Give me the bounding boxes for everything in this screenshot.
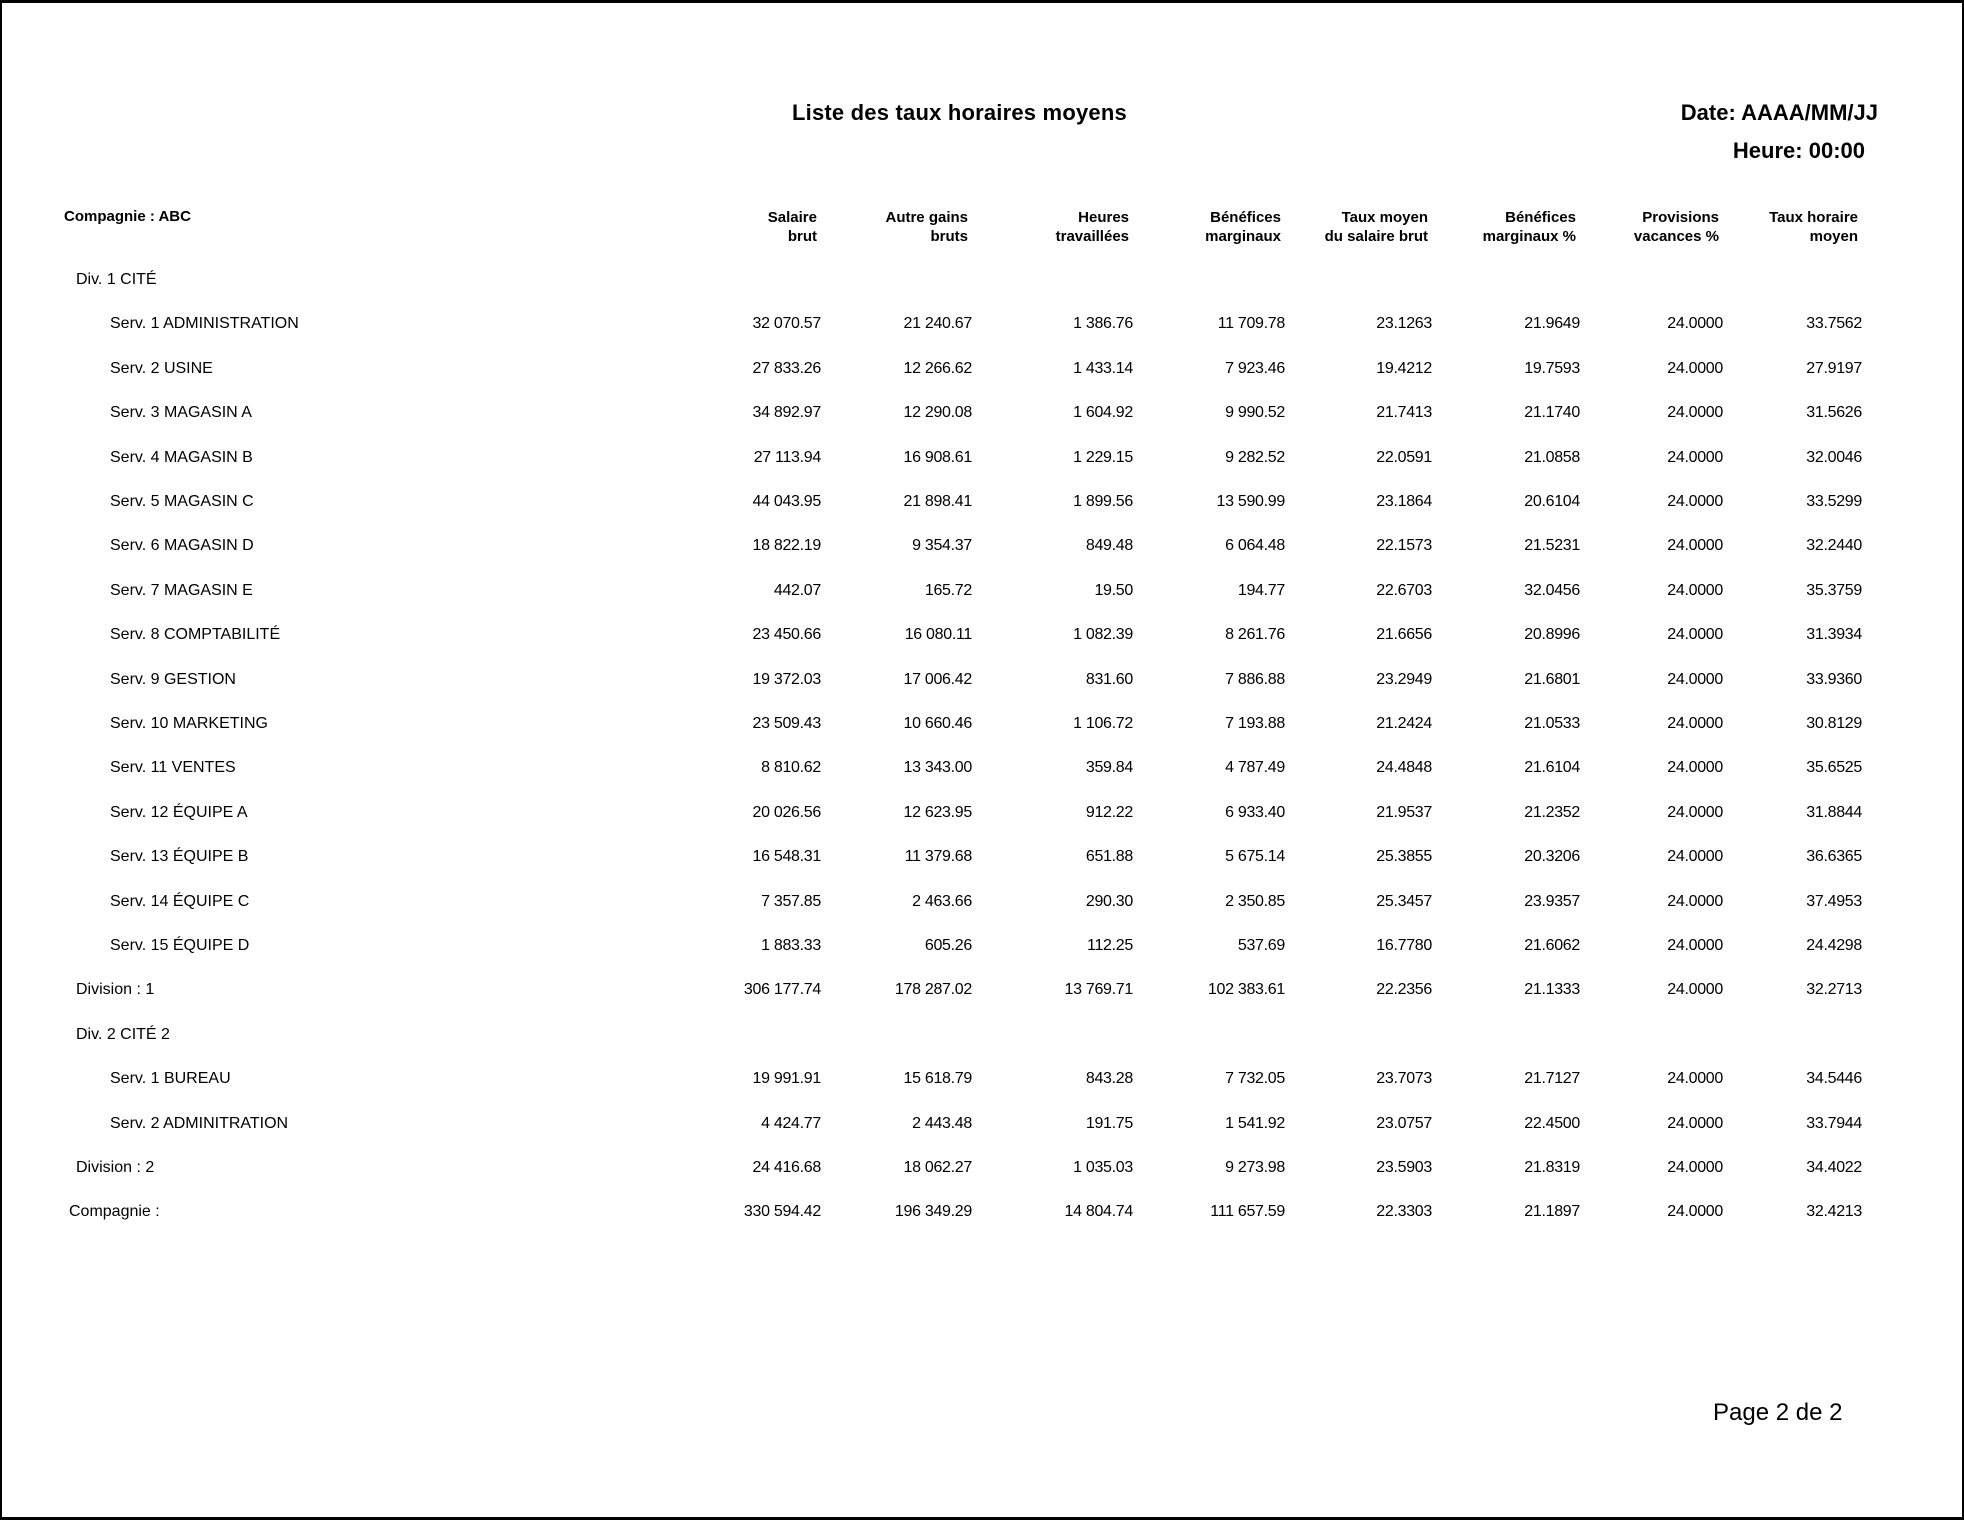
- cell-provisions-vacances-pct: 24.0000: [1667, 671, 1723, 688]
- row-label: Serv. 13 ÉQUIPE B: [110, 848, 249, 865]
- cell-taux-moyen-salaire-brut: 21.9537: [1376, 804, 1432, 821]
- cell-salaire-brut: 23 450.66: [752, 626, 821, 643]
- cell-benefices-marginaux: 13 590.99: [1216, 493, 1285, 510]
- cell-benefices-marginaux: 5 675.14: [1225, 848, 1285, 865]
- cell-taux-horaire-moyen: 32.2713: [1806, 981, 1862, 998]
- row-label: Serv. 5 MAGASIN C: [110, 493, 254, 510]
- column-header-line2: du salaire brut: [1324, 228, 1428, 245]
- column-header-autre-gains-bruts: [885, 208, 968, 246]
- cell-benefices-marginaux-pct: 21.0533: [1524, 715, 1580, 732]
- company-header: Compagnie : ABC: [64, 208, 191, 225]
- row-label: Serv. 1 BUREAU: [110, 1070, 231, 1087]
- cell-autre-gains-bruts: 16 908.61: [903, 449, 972, 466]
- cell-benefices-marginaux-pct: 22.4500: [1524, 1115, 1580, 1132]
- column-header-benefices-marginaux-pct: [1483, 208, 1576, 246]
- division-header-row: [2, 268, 1964, 292]
- cell-taux-horaire-moyen: 36.6365: [1806, 848, 1862, 865]
- row-label: Serv. 3 MAGASIN A: [110, 404, 252, 421]
- service-row: [2, 845, 1964, 869]
- column-header-taux-moyen-salaire-brut: [1325, 208, 1428, 246]
- cell-salaire-brut: 23 509.43: [752, 715, 821, 732]
- cell-heures-travaillees: 1 106.72: [1073, 715, 1133, 732]
- cell-provisions-vacances-pct: 24.0000: [1667, 1203, 1723, 1220]
- cell-taux-moyen-salaire-brut: 21.6656: [1376, 626, 1432, 643]
- cell-provisions-vacances-pct: 24.0000: [1667, 981, 1723, 998]
- cell-autre-gains-bruts: 21 898.41: [903, 493, 972, 510]
- cell-salaire-brut: 7 357.85: [761, 893, 821, 910]
- cell-taux-moyen-salaire-brut: 23.1864: [1376, 493, 1432, 510]
- column-header-line2: marginaux %: [1482, 228, 1576, 245]
- service-row: [2, 934, 1964, 958]
- cell-benefices-marginaux-pct: 21.5231: [1524, 537, 1580, 554]
- cell-provisions-vacances-pct: 24.0000: [1667, 893, 1723, 910]
- cell-provisions-vacances-pct: 24.0000: [1667, 1115, 1723, 1132]
- row-label: Division : 1: [76, 981, 155, 998]
- cell-heures-travaillees: 849.48: [1085, 537, 1133, 554]
- column-header-line2: moyen: [1809, 228, 1858, 245]
- column-header-benefices-marginaux: [1205, 208, 1281, 246]
- cell-benefices-marginaux-pct: 21.1740: [1524, 404, 1580, 421]
- cell-heures-travaillees: 1 604.92: [1073, 404, 1133, 421]
- cell-taux-horaire-moyen: 30.8129: [1806, 715, 1862, 732]
- cell-benefices-marginaux: 194.77: [1237, 582, 1285, 599]
- column-header-line2: travaillées: [1055, 228, 1129, 245]
- cell-taux-horaire-moyen: 31.8844: [1806, 804, 1862, 821]
- division-total-row: [2, 1156, 1964, 1180]
- column-header-line1: Bénéfices: [1210, 209, 1281, 226]
- report-date: Date: AAAA/MM/JJ: [1680, 100, 1878, 125]
- column-header-line1: Autre gains: [885, 209, 968, 226]
- cell-taux-horaire-moyen: 32.0046: [1806, 449, 1862, 466]
- column-header-line2: marginaux: [1205, 228, 1281, 245]
- service-row: [2, 579, 1964, 603]
- cell-provisions-vacances-pct: 24.0000: [1667, 715, 1723, 732]
- service-row: [2, 446, 1964, 470]
- cell-autre-gains-bruts: 9 354.37: [912, 537, 972, 554]
- company-total-row: [2, 1200, 1964, 1224]
- cell-taux-horaire-moyen: 33.7944: [1806, 1115, 1862, 1132]
- column-header-line1: Heures: [1078, 209, 1129, 226]
- cell-provisions-vacances-pct: 24.0000: [1667, 493, 1723, 510]
- cell-salaire-brut: 442.07: [773, 582, 821, 599]
- cell-taux-horaire-moyen: 33.7562: [1806, 315, 1862, 332]
- cell-salaire-brut: 34 892.97: [752, 404, 821, 421]
- row-label: Serv. 11 VENTES: [110, 759, 236, 776]
- row-label: Serv. 8 COMPTABILITÉ: [110, 626, 281, 643]
- cell-salaire-brut: 27 833.26: [752, 360, 821, 377]
- row-label: Div. 1 CITÉ: [76, 271, 157, 288]
- cell-heures-travaillees: 1 433.14: [1073, 360, 1133, 377]
- cell-provisions-vacances-pct: 24.0000: [1667, 804, 1723, 821]
- cell-benefices-marginaux-pct: 21.0858: [1524, 449, 1580, 466]
- cell-autre-gains-bruts: 21 240.67: [903, 315, 972, 332]
- cell-provisions-vacances-pct: 24.0000: [1667, 315, 1723, 332]
- cell-taux-horaire-moyen: 24.4298: [1806, 937, 1862, 954]
- cell-provisions-vacances-pct: 24.0000: [1667, 449, 1723, 466]
- cell-heures-travaillees: 112.25: [1087, 937, 1133, 954]
- row-label: Serv. 2 ADMINITRATION: [110, 1115, 289, 1132]
- cell-heures-travaillees: 831.60: [1085, 671, 1133, 688]
- cell-provisions-vacances-pct: 24.0000: [1667, 404, 1723, 421]
- row-label: Compagnie :: [69, 1203, 160, 1220]
- cell-heures-travaillees: 1 229.15: [1073, 449, 1133, 466]
- cell-benefices-marginaux-pct: 21.8319: [1524, 1159, 1580, 1176]
- cell-heures-travaillees: 13 769.71: [1064, 981, 1133, 998]
- cell-benefices-marginaux-pct: 21.6062: [1524, 937, 1580, 954]
- cell-salaire-brut: 44 043.95: [752, 493, 821, 510]
- cell-taux-horaire-moyen: 31.3934: [1806, 626, 1862, 643]
- service-row: [2, 623, 1964, 647]
- cell-salaire-brut: 20 026.56: [752, 804, 821, 821]
- cell-taux-moyen-salaire-brut: 23.1263: [1376, 315, 1432, 332]
- cell-taux-moyen-salaire-brut: 22.6703: [1376, 582, 1432, 599]
- cell-taux-horaire-moyen: 27.9197: [1806, 360, 1862, 377]
- cell-benefices-marginaux: 9 990.52: [1225, 404, 1285, 421]
- row-label: Serv. 9 GESTION: [110, 671, 236, 688]
- cell-heures-travaillees: 1 035.03: [1073, 1159, 1133, 1176]
- cell-taux-horaire-moyen: 32.2440: [1806, 537, 1862, 554]
- division-total-row: [2, 978, 1964, 1002]
- cell-autre-gains-bruts: 12 290.08: [903, 404, 972, 421]
- cell-benefices-marginaux-pct: 20.6104: [1524, 493, 1580, 510]
- cell-benefices-marginaux-pct: 21.7127: [1524, 1070, 1580, 1087]
- cell-taux-horaire-moyen: 34.5446: [1806, 1070, 1862, 1087]
- service-row: [2, 1112, 1964, 1136]
- cell-provisions-vacances-pct: 24.0000: [1667, 937, 1723, 954]
- service-row: [2, 312, 1964, 336]
- cell-autre-gains-bruts: 16 080.11: [904, 626, 972, 643]
- service-row: [2, 668, 1964, 692]
- cell-benefices-marginaux-pct: 19.7593: [1524, 360, 1580, 377]
- cell-taux-moyen-salaire-brut: 22.2356: [1376, 981, 1432, 998]
- cell-taux-horaire-moyen: 33.5299: [1806, 493, 1862, 510]
- column-header-line1: Salaire: [767, 209, 817, 226]
- cell-taux-horaire-moyen: 37.4953: [1806, 893, 1862, 910]
- column-header-line2: brut: [787, 228, 817, 245]
- column-header-line1: Taux horaire: [1769, 209, 1858, 226]
- cell-provisions-vacances-pct: 24.0000: [1667, 1070, 1723, 1087]
- report-time: Heure: 00:00: [1732, 138, 1865, 163]
- column-header-taux-horaire-moyen: [1769, 208, 1858, 246]
- cell-provisions-vacances-pct: 24.0000: [1667, 1159, 1723, 1176]
- cell-benefices-marginaux-pct: 21.6801: [1524, 671, 1580, 688]
- cell-autre-gains-bruts: 196 349.29: [894, 1203, 972, 1220]
- cell-heures-travaillees: 1 082.39: [1073, 626, 1133, 643]
- cell-autre-gains-bruts: 15 618.79: [903, 1070, 972, 1087]
- row-label: Serv. 2 USINE: [110, 360, 213, 377]
- column-header-salaire-brut: [768, 208, 817, 246]
- cell-benefices-marginaux-pct: 21.2352: [1524, 804, 1580, 821]
- cell-taux-moyen-salaire-brut: 24.4848: [1376, 759, 1432, 776]
- cell-taux-moyen-salaire-brut: 16.7780: [1376, 937, 1432, 954]
- row-label: Serv. 7 MAGASIN E: [110, 582, 253, 599]
- column-header-line1: Bénéfices: [1505, 209, 1576, 226]
- service-row: [2, 534, 1964, 558]
- row-label: Serv. 15 ÉQUIPE D: [110, 937, 250, 954]
- service-row: [2, 401, 1964, 425]
- cell-benefices-marginaux-pct: 21.9649: [1524, 315, 1580, 332]
- cell-heures-travaillees: 651.88: [1085, 848, 1133, 865]
- cell-benefices-marginaux-pct: 21.6104: [1524, 759, 1580, 776]
- cell-taux-horaire-moyen: 33.9360: [1806, 671, 1862, 688]
- service-row: [2, 1067, 1964, 1091]
- cell-benefices-marginaux: 2 350.85: [1225, 893, 1285, 910]
- cell-benefices-marginaux: 6 933.40: [1225, 804, 1285, 821]
- cell-autre-gains-bruts: 178 287.02: [894, 981, 972, 998]
- cell-taux-moyen-salaire-brut: 25.3855: [1376, 848, 1432, 865]
- cell-salaire-brut: 16 548.31: [752, 848, 821, 865]
- service-row: [2, 890, 1964, 914]
- cell-taux-moyen-salaire-brut: 23.0757: [1376, 1115, 1432, 1132]
- row-label: Serv. 4 MAGASIN B: [110, 449, 253, 466]
- cell-benefices-marginaux-pct: 20.3206: [1524, 848, 1580, 865]
- row-label: Division : 2: [76, 1159, 155, 1176]
- cell-benefices-marginaux-pct: 32.0456: [1524, 582, 1580, 599]
- cell-salaire-brut: 19 991.91: [752, 1070, 821, 1087]
- cell-taux-moyen-salaire-brut: 25.3457: [1376, 893, 1432, 910]
- cell-heures-travaillees: 19.50: [1094, 582, 1133, 599]
- cell-benefices-marginaux: 111 657.59: [1210, 1203, 1285, 1220]
- cell-benefices-marginaux: 537.69: [1237, 937, 1285, 954]
- cell-provisions-vacances-pct: 24.0000: [1667, 537, 1723, 554]
- cell-taux-horaire-moyen: 32.4213: [1806, 1203, 1862, 1220]
- cell-autre-gains-bruts: 12 623.95: [903, 804, 972, 821]
- cell-benefices-marginaux-pct: 20.8996: [1524, 626, 1580, 643]
- cell-autre-gains-bruts: 2 443.48: [912, 1115, 972, 1132]
- cell-benefices-marginaux: 7 923.46: [1225, 360, 1285, 377]
- report-title: Liste des taux horaires moyens: [792, 100, 1127, 125]
- cell-taux-horaire-moyen: 35.3759: [1806, 582, 1862, 599]
- cell-autre-gains-bruts: 165.72: [924, 582, 972, 599]
- cell-heures-travaillees: 1 899.56: [1073, 493, 1133, 510]
- cell-autre-gains-bruts: 11 379.68: [904, 848, 972, 865]
- cell-taux-moyen-salaire-brut: 23.2949: [1376, 671, 1432, 688]
- column-header-line2: vacances %: [1633, 228, 1719, 245]
- cell-provisions-vacances-pct: 24.0000: [1667, 582, 1723, 599]
- cell-heures-travaillees: 912.22: [1085, 804, 1133, 821]
- column-header-heures-travaillees: [1056, 208, 1129, 246]
- row-label: Serv. 12 ÉQUIPE A: [110, 804, 248, 821]
- cell-benefices-marginaux: 11 709.78: [1217, 315, 1285, 332]
- cell-taux-moyen-salaire-brut: 23.5903: [1376, 1159, 1432, 1176]
- service-row: [2, 357, 1964, 381]
- cell-provisions-vacances-pct: 24.0000: [1667, 626, 1723, 643]
- cell-benefices-marginaux-pct: 23.9357: [1524, 893, 1580, 910]
- column-header-provisions-vacances-pct: [1634, 208, 1719, 246]
- cell-heures-travaillees: 14 804.74: [1064, 1203, 1133, 1220]
- cell-heures-travaillees: 1 386.76: [1073, 315, 1133, 332]
- cell-benefices-marginaux: 1 541.92: [1225, 1115, 1285, 1132]
- cell-taux-moyen-salaire-brut: 23.7073: [1376, 1070, 1432, 1087]
- cell-provisions-vacances-pct: 24.0000: [1667, 848, 1723, 865]
- cell-salaire-brut: 330 594.42: [743, 1203, 821, 1220]
- cell-salaire-brut: 8 810.62: [761, 759, 821, 776]
- cell-salaire-brut: 19 372.03: [752, 671, 821, 688]
- cell-heures-travaillees: 191.75: [1085, 1115, 1133, 1132]
- cell-benefices-marginaux: 6 064.48: [1225, 537, 1285, 554]
- cell-taux-moyen-salaire-brut: 21.7413: [1376, 404, 1432, 421]
- row-label: Serv. 1 ADMINISTRATION: [110, 315, 299, 332]
- service-row: [2, 801, 1964, 825]
- cell-benefices-marginaux: 7 193.88: [1225, 715, 1285, 732]
- cell-benefices-marginaux: 9 273.98: [1225, 1159, 1285, 1176]
- cell-taux-horaire-moyen: 34.4022: [1806, 1159, 1862, 1176]
- cell-salaire-brut: 18 822.19: [752, 537, 821, 554]
- cell-salaire-brut: 32 070.57: [752, 315, 821, 332]
- cell-taux-moyen-salaire-brut: 22.0591: [1376, 449, 1432, 466]
- cell-benefices-marginaux: 4 787.49: [1225, 759, 1285, 776]
- cell-autre-gains-bruts: 10 660.46: [903, 715, 972, 732]
- division-header-row: [2, 1023, 1964, 1047]
- cell-autre-gains-bruts: 17 006.42: [903, 671, 972, 688]
- cell-benefices-marginaux: 7 732.05: [1225, 1070, 1285, 1087]
- cell-benefices-marginaux: 8 261.76: [1225, 626, 1285, 643]
- cell-heures-travaillees: 843.28: [1085, 1070, 1133, 1087]
- cell-taux-horaire-moyen: 35.6525: [1806, 759, 1862, 776]
- cell-taux-moyen-salaire-brut: 21.2424: [1376, 715, 1432, 732]
- cell-autre-gains-bruts: 605.26: [924, 937, 972, 954]
- row-label: Serv. 10 MARKETING: [110, 715, 268, 732]
- column-header-line2: bruts: [930, 228, 968, 245]
- service-row: [2, 490, 1964, 514]
- page-number: Page 2 de 2: [1713, 1399, 1843, 1426]
- cell-autre-gains-bruts: 18 062.27: [903, 1159, 972, 1176]
- cell-benefices-marginaux-pct: 21.1333: [1524, 981, 1580, 998]
- service-row: [2, 756, 1964, 780]
- cell-autre-gains-bruts: 2 463.66: [912, 893, 972, 910]
- row-label: Serv. 14 ÉQUIPE C: [110, 893, 250, 910]
- cell-heures-travaillees: 290.30: [1085, 893, 1133, 910]
- cell-benefices-marginaux-pct: 21.1897: [1524, 1203, 1580, 1220]
- row-label: Serv. 6 MAGASIN D: [110, 537, 254, 554]
- cell-benefices-marginaux: 9 282.52: [1225, 449, 1285, 466]
- cell-taux-horaire-moyen: 31.5626: [1806, 404, 1862, 421]
- cell-salaire-brut: 24 416.68: [752, 1159, 821, 1176]
- column-header-line1: Provisions: [1642, 209, 1719, 226]
- cell-taux-moyen-salaire-brut: 19.4212: [1376, 360, 1432, 377]
- cell-salaire-brut: 27 113.94: [753, 449, 821, 466]
- cell-salaire-brut: 4 424.77: [761, 1115, 821, 1132]
- cell-autre-gains-bruts: 12 266.62: [903, 360, 972, 377]
- cell-taux-moyen-salaire-brut: 22.1573: [1376, 537, 1432, 554]
- cell-heures-travaillees: 359.84: [1085, 759, 1133, 776]
- row-label: Div. 2 CITÉ 2: [76, 1026, 170, 1043]
- cell-taux-moyen-salaire-brut: 22.3303: [1376, 1203, 1432, 1220]
- cell-salaire-brut: 1 883.33: [761, 937, 821, 954]
- cell-salaire-brut: 306 177.74: [743, 981, 821, 998]
- cell-benefices-marginaux: 7 886.88: [1225, 671, 1285, 688]
- cell-provisions-vacances-pct: 24.0000: [1667, 360, 1723, 377]
- service-row: [2, 712, 1964, 736]
- cell-provisions-vacances-pct: 24.0000: [1667, 759, 1723, 776]
- cell-autre-gains-bruts: 13 343.00: [903, 759, 972, 776]
- column-header-line1: Taux moyen: [1341, 209, 1428, 226]
- cell-benefices-marginaux: 102 383.61: [1207, 981, 1285, 998]
